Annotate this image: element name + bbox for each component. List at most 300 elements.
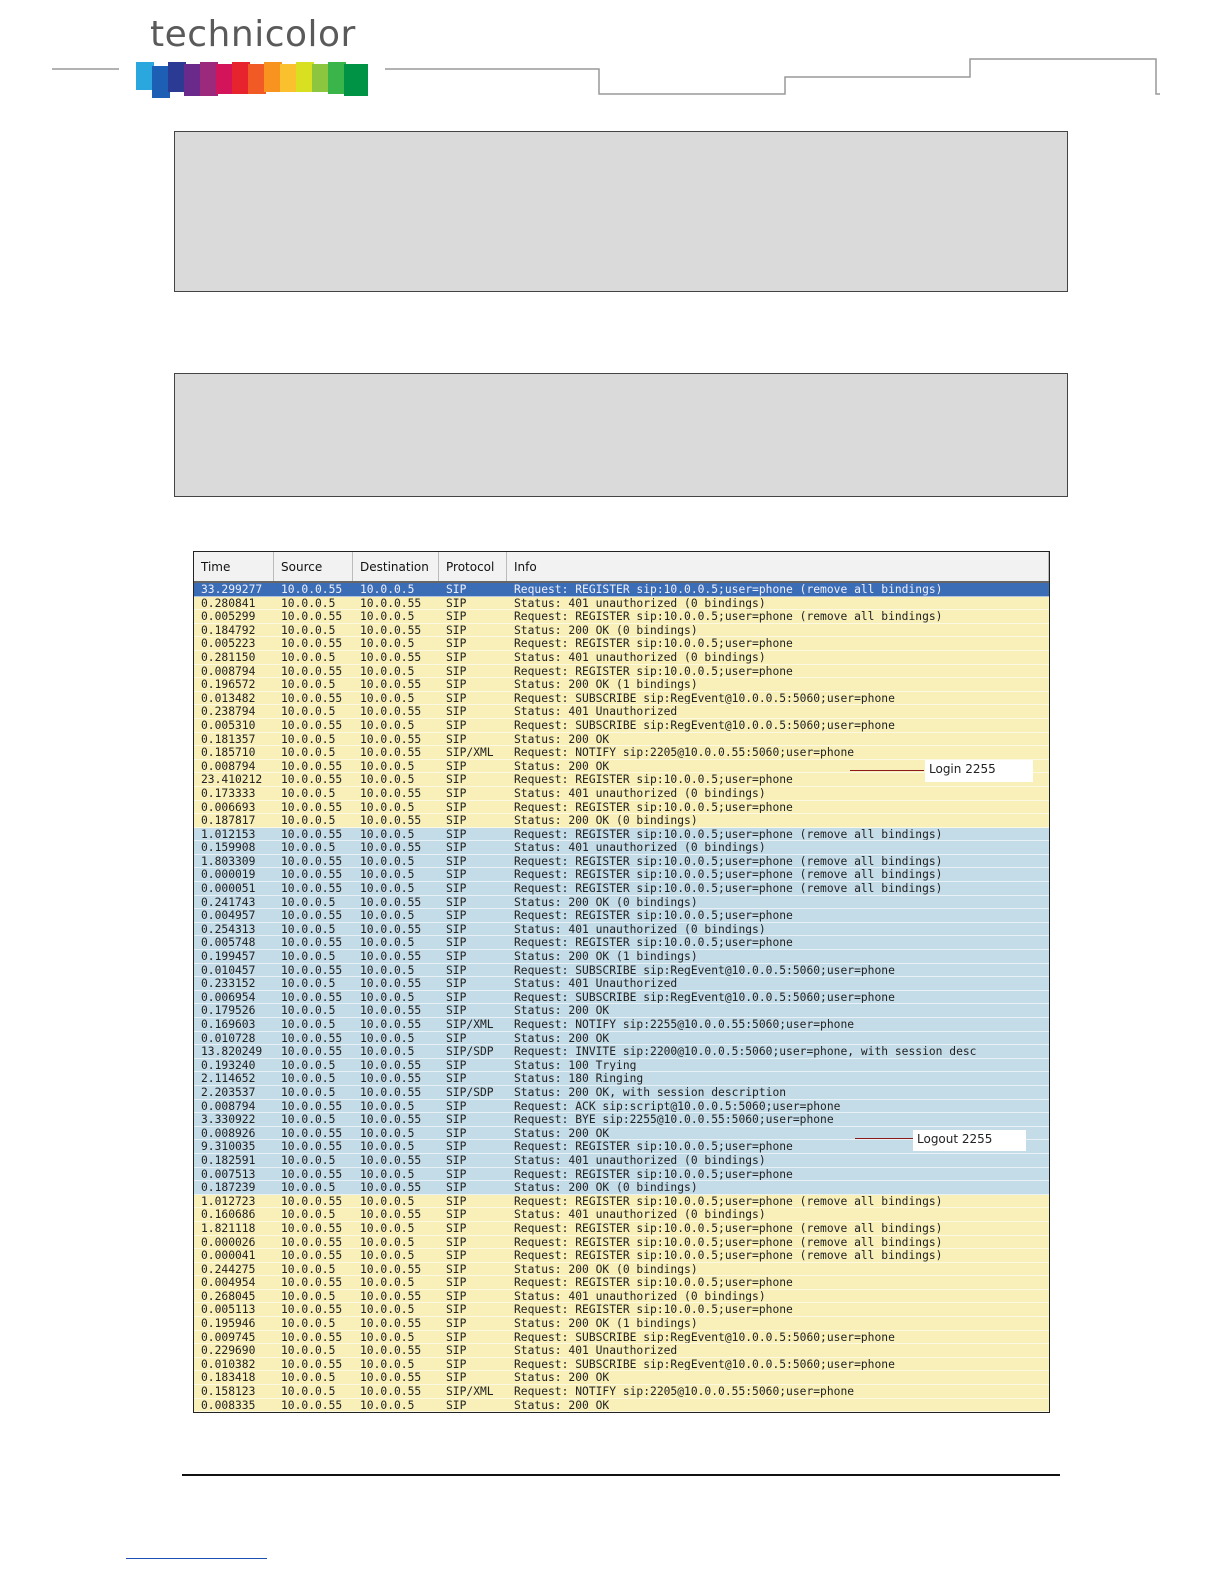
info-cell: Request: REGISTER sip:10.0.0.5;user=phone (remove all bindings) [514, 1235, 943, 1249]
time-cell: 0.169603 [201, 1018, 256, 1031]
time-cell: 0.241743 [201, 895, 256, 909]
source-cell: 10.0.0.55 [281, 1249, 343, 1262]
protocol-cell: SIP [446, 977, 467, 990]
info-cell: Request: REGISTER sip:10.0.0.5;user=phone [514, 800, 793, 814]
packet-list [194, 583, 1049, 1412]
gray-text-box-2 [174, 373, 1068, 497]
time-cell: 0.159908 [201, 841, 256, 854]
table-row[interactable] [194, 787, 1049, 801]
logout-annotation-line [855, 1138, 917, 1139]
source-cell: 10.0.0.5 [281, 1113, 336, 1126]
protocol-cell: SIP [446, 1113, 467, 1126]
protocol-cell: SIP [446, 637, 467, 650]
source-cell: 10.0.0.55 [281, 1221, 343, 1235]
protocol-cell: SIP [446, 1004, 467, 1017]
protocol-cell: SIP [446, 882, 467, 895]
info-cell: Request: REGISTER sip:10.0.0.5;user=phone [514, 1303, 793, 1317]
header-decorative-lines [0, 0, 1224, 110]
time-cell: 3.330922 [201, 1113, 256, 1126]
time-cell: 23.410212 [201, 773, 263, 786]
destination-cell: 10.0.0.5 [360, 1167, 415, 1181]
protocol-cell: SIP [446, 718, 467, 732]
table-row[interactable] [194, 1154, 1049, 1168]
info-cell: Status: 200 OK (1 bindings) [514, 1317, 698, 1330]
table-row[interactable] [194, 773, 1049, 787]
source-cell: 10.0.0.55 [281, 718, 343, 732]
column-header-info[interactable]: Info [507, 552, 1049, 581]
destination-cell: 10.0.0.5 [360, 909, 415, 922]
time-cell: 13.820249 [201, 1045, 263, 1058]
source-cell: 10.0.0.55 [281, 610, 343, 623]
table-row[interactable] [194, 1385, 1049, 1399]
table-row[interactable] [194, 1113, 1049, 1127]
info-cell: Request: REGISTER sip:10.0.0.5;user=phone [514, 909, 793, 922]
table-row[interactable] [194, 624, 1049, 638]
source-cell: 10.0.0.55 [281, 1140, 343, 1153]
protocol-cell: SIP [446, 963, 467, 977]
table-row[interactable] [194, 1072, 1049, 1086]
time-cell: 2.203537 [201, 1085, 256, 1099]
table-row[interactable] [194, 1168, 1049, 1182]
table-row[interactable] [194, 936, 1049, 950]
table-row[interactable] [194, 841, 1049, 855]
protocol-cell: SIP [446, 1289, 467, 1303]
time-cell: 0.233152 [201, 977, 256, 990]
destination-cell: 10.0.0.55 [360, 1072, 422, 1085]
destination-cell: 10.0.0.5 [360, 868, 415, 882]
time-cell: 0.193240 [201, 1058, 256, 1072]
destination-cell: 10.0.0.55 [360, 1153, 422, 1167]
source-cell: 10.0.0.55 [281, 936, 343, 950]
brand-logo-text: technicolor [150, 14, 356, 55]
info-cell: Request: REGISTER sip:10.0.0.5;user=phone [514, 936, 793, 950]
destination-cell: 10.0.0.5 [360, 936, 415, 950]
source-cell: 10.0.0.55 [281, 773, 343, 786]
table-row[interactable] [194, 977, 1049, 991]
time-cell: 0.183418 [201, 1371, 256, 1385]
info-cell: Status: 401 Unauthorized [514, 977, 678, 990]
destination-cell: 10.0.0.55 [360, 678, 422, 691]
protocol-cell: SIP [446, 1140, 467, 1153]
info-cell: Request: REGISTER sip:10.0.0.5;user=phone [514, 1276, 793, 1289]
destination-cell: 10.0.0.55 [360, 1289, 422, 1303]
info-cell: Status: 200 OK (0 bindings) [514, 895, 698, 909]
time-cell: 0.007513 [201, 1167, 256, 1181]
table-row[interactable] [194, 1236, 1049, 1250]
protocol-cell: SIP [446, 936, 467, 950]
info-cell: Request: SUBSCRIBE sip:RegEvent@10.0.0.5:5060;user=phone [514, 1330, 895, 1344]
destination-cell: 10.0.0.5 [360, 691, 415, 705]
destination-cell: 10.0.0.55 [360, 841, 422, 854]
destination-cell: 10.0.0.5 [360, 664, 415, 678]
destination-cell: 10.0.0.5 [360, 1099, 415, 1113]
protocol-cell: SIP [446, 1194, 467, 1208]
source-cell: 10.0.0.5 [281, 1289, 336, 1303]
time-cell: 1.012153 [201, 827, 256, 841]
time-cell: 0.195946 [201, 1317, 256, 1330]
info-cell: Status: 200 OK (0 bindings) [514, 814, 698, 827]
table-row[interactable] [194, 1222, 1049, 1236]
info-cell: Status: 401 unauthorized (0 bindings) [514, 841, 766, 854]
destination-cell: 10.0.0.5 [360, 1045, 415, 1058]
time-cell: 0.008926 [201, 1126, 256, 1140]
source-cell: 10.0.0.5 [281, 922, 336, 936]
table-row[interactable] [194, 923, 1049, 937]
info-cell: Request: REGISTER sip:10.0.0.5;user=phone (remove all bindings) [514, 610, 943, 623]
info-cell: Status: 401 unauthorized (0 bindings) [514, 786, 766, 800]
table-row[interactable] [194, 1018, 1049, 1032]
time-cell: 0.182591 [201, 1153, 256, 1167]
time-cell: 0.187817 [201, 814, 256, 827]
time-cell: 0.187239 [201, 1181, 256, 1194]
source-cell: 10.0.0.5 [281, 1262, 336, 1276]
destination-cell: 10.0.0.5 [360, 882, 415, 895]
protocol-cell: SIP [446, 1317, 467, 1330]
protocol-cell: SIP [446, 1371, 467, 1385]
source-cell: 10.0.0.55 [281, 963, 343, 977]
time-cell: 0.008335 [201, 1398, 256, 1412]
source-cell: 10.0.0.5 [281, 1344, 336, 1357]
source-cell: 10.0.0.5 [281, 1317, 336, 1330]
time-cell: 0.008794 [201, 664, 256, 678]
protocol-cell: SIP [446, 1262, 467, 1276]
destination-cell: 10.0.0.55 [360, 746, 422, 759]
table-row[interactable] [194, 1290, 1049, 1304]
table-row[interactable] [194, 1195, 1049, 1209]
destination-cell: 10.0.0.55 [360, 1004, 422, 1017]
source-cell: 10.0.0.55 [281, 868, 343, 882]
source-cell: 10.0.0.55 [281, 1167, 343, 1181]
time-cell: 0.000051 [201, 882, 256, 895]
time-cell: 0.005299 [201, 610, 256, 623]
info-cell: Status: 200 OK (0 bindings) [514, 1262, 698, 1276]
info-cell: Request: REGISTER sip:10.0.0.5;user=phone (remove all bindings) [514, 868, 943, 882]
protocol-cell: SIP [446, 650, 467, 664]
protocol-cell: SIP [446, 895, 467, 909]
protocol-cell: SIP [446, 1099, 467, 1113]
source-cell: 10.0.0.5 [281, 1153, 336, 1167]
protocol-cell: SIP [446, 1031, 467, 1045]
table-row[interactable] [194, 855, 1049, 869]
protocol-cell: SIP [446, 1330, 467, 1344]
source-cell: 10.0.0.5 [281, 1371, 336, 1385]
info-cell: Status: 200 OK [514, 1004, 610, 1017]
table-row[interactable] [194, 950, 1049, 964]
destination-cell: 10.0.0.5 [360, 963, 415, 977]
protocol-cell: SIP [446, 800, 467, 814]
table-row[interactable] [194, 597, 1049, 611]
protocol-cell: SIP [446, 732, 467, 746]
protocol-cell: SIP [446, 1058, 467, 1072]
protocol-cell: SIP [446, 623, 467, 637]
column-header-destination[interactable]: Destination [353, 552, 439, 581]
destination-cell: 10.0.0.55 [360, 786, 422, 800]
table-row[interactable] [194, 896, 1049, 910]
protocol-cell: SIP/SDP [446, 1045, 494, 1058]
packet-capture-screenshot [193, 551, 1050, 1413]
time-cell: 0.005310 [201, 718, 256, 732]
destination-cell: 10.0.0.5 [360, 637, 415, 650]
protocol-cell: SIP [446, 922, 467, 936]
table-row[interactable] [194, 868, 1049, 882]
table-row[interactable] [194, 1317, 1049, 1331]
table-row[interactable] [194, 1208, 1049, 1222]
source-cell: 10.0.0.5 [281, 678, 336, 691]
destination-cell: 10.0.0.5 [360, 1221, 415, 1235]
table-row[interactable] [194, 651, 1049, 665]
time-cell: 0.006693 [201, 800, 256, 814]
time-cell: 0.179526 [201, 1004, 256, 1017]
protocol-cell: SIP [446, 950, 467, 963]
protocol-cell: SIP [446, 1208, 467, 1221]
destination-cell: 10.0.0.55 [360, 623, 422, 637]
source-cell: 10.0.0.55 [281, 1303, 343, 1317]
info-cell: Status: 200 OK [514, 1398, 610, 1412]
time-cell: 0.229690 [201, 1344, 256, 1357]
time-cell: 0.254313 [201, 922, 256, 936]
protocol-cell: SIP/XML [446, 1018, 494, 1031]
source-cell: 10.0.0.5 [281, 841, 336, 854]
source-cell: 10.0.0.5 [281, 786, 336, 800]
protocol-cell: SIP [446, 759, 467, 773]
info-cell: Status: 401 unauthorized (0 bindings) [514, 1289, 766, 1303]
table-row[interactable] [194, 665, 1049, 679]
protocol-cell: SIP [446, 1126, 467, 1140]
info-cell: Status: 401 unauthorized (0 bindings) [514, 922, 766, 936]
destination-cell: 10.0.0.55 [360, 705, 422, 718]
source-cell: 10.0.0.55 [281, 854, 343, 868]
protocol-cell: SIP [446, 1398, 467, 1412]
destination-cell: 10.0.0.55 [360, 1018, 422, 1031]
logout-annotation: Logout 2255 [913, 1130, 1026, 1151]
time-cell: 0.181357 [201, 732, 256, 746]
time-cell: 0.010728 [201, 1031, 256, 1045]
info-cell: Status: 200 OK, with session description [514, 1085, 787, 1099]
info-cell: Request: REGISTER sip:10.0.0.5;user=phone (remove all bindings) [514, 827, 943, 841]
time-cell: 0.004954 [201, 1276, 256, 1289]
time-cell: 2.114652 [201, 1072, 256, 1085]
source-cell: 10.0.0.5 [281, 977, 336, 990]
destination-cell: 10.0.0.55 [360, 1262, 422, 1276]
table-row[interactable] [194, 1059, 1049, 1073]
table-row[interactable] [194, 882, 1049, 896]
info-cell: Request: REGISTER sip:10.0.0.5;user=phone (remove all bindings) [514, 1194, 943, 1208]
table-row[interactable] [194, 1399, 1049, 1413]
source-cell: 10.0.0.5 [281, 1072, 336, 1085]
destination-cell: 10.0.0.5 [360, 718, 415, 732]
protocol-cell: SIP [446, 868, 467, 882]
protocol-cell: SIP [446, 610, 467, 623]
info-cell: Status: 200 OK (1 bindings) [514, 678, 698, 691]
table-row[interactable] [194, 719, 1049, 733]
table-row[interactable] [194, 991, 1049, 1005]
table-row[interactable] [194, 964, 1049, 978]
source-cell: 10.0.0.5 [281, 1058, 336, 1072]
info-cell: Status: 200 OK [514, 759, 610, 773]
table-row[interactable] [194, 1331, 1049, 1345]
source-cell: 10.0.0.55 [281, 1194, 343, 1208]
source-cell: 10.0.0.5 [281, 732, 336, 746]
table-row[interactable] [194, 1045, 1049, 1059]
destination-cell: 10.0.0.55 [360, 950, 422, 963]
destination-cell: 10.0.0.5 [360, 1398, 415, 1412]
column-header-row [194, 552, 1049, 583]
destination-cell: 10.0.0.55 [360, 814, 422, 827]
destination-cell: 10.0.0.5 [360, 610, 415, 623]
login-annotation: Login 2255 [925, 760, 1033, 782]
gray-text-box-1 [174, 131, 1068, 292]
column-header-source[interactable]: Source [274, 552, 353, 581]
info-cell: Status: 401 unauthorized (0 bindings) [514, 1208, 766, 1221]
table-row[interactable] [194, 1263, 1049, 1277]
time-cell: 0.199457 [201, 950, 256, 963]
source-cell: 10.0.0.5 [281, 814, 336, 827]
info-cell: Status: 401 Unauthorized [514, 705, 678, 718]
info-cell: Request: SUBSCRIBE sip:RegEvent@10.0.0.5:5060;user=phone [514, 1357, 895, 1371]
destination-cell: 10.0.0.55 [360, 1085, 422, 1099]
protocol-cell: SIP [446, 1357, 467, 1371]
destination-cell: 10.0.0.5 [360, 1276, 415, 1289]
time-cell: 0.160686 [201, 1208, 256, 1221]
info-cell: Request: REGISTER sip:10.0.0.5;user=phone (remove all bindings) [514, 1249, 943, 1262]
destination-cell: 10.0.0.55 [360, 1058, 422, 1072]
table-row[interactable] [194, 1004, 1049, 1018]
time-cell: 0.280841 [201, 596, 256, 610]
protocol-cell: SIP/XML [446, 746, 494, 759]
protocol-cell: SIP [446, 1344, 467, 1357]
time-cell: 0.004957 [201, 909, 256, 922]
source-cell: 10.0.0.55 [281, 827, 343, 841]
source-cell: 10.0.0.5 [281, 1181, 336, 1194]
column-header-time[interactable]: Time [194, 552, 274, 581]
time-cell: 0.009745 [201, 1330, 256, 1344]
source-cell: 10.0.0.55 [281, 1357, 343, 1371]
table-row[interactable] [194, 1276, 1049, 1290]
table-row[interactable] [194, 1086, 1049, 1100]
table-row[interactable] [194, 733, 1049, 747]
source-cell: 10.0.0.55 [281, 759, 343, 773]
table-row[interactable] [194, 610, 1049, 624]
info-cell: Status: 200 OK (0 bindings) [514, 1181, 698, 1194]
time-cell: 0.000026 [201, 1235, 256, 1249]
source-cell: 10.0.0.5 [281, 1085, 336, 1099]
table-row[interactable] [194, 1344, 1049, 1358]
source-cell: 10.0.0.5 [281, 950, 336, 963]
destination-cell: 10.0.0.55 [360, 1385, 422, 1398]
info-cell: Status: 200 OK (0 bindings) [514, 623, 698, 637]
protocol-cell: SIP [446, 990, 467, 1004]
protocol-cell: SIP/SDP [446, 1085, 494, 1099]
source-cell: 10.0.0.55 [281, 909, 343, 922]
protocol-cell: SIP [446, 1221, 467, 1235]
table-row[interactable] [194, 692, 1049, 706]
destination-cell: 10.0.0.55 [360, 596, 422, 610]
table-row[interactable] [194, 909, 1049, 923]
source-cell: 10.0.0.55 [281, 1276, 343, 1289]
table-row[interactable] [194, 1371, 1049, 1385]
protocol-cell: SIP [446, 1249, 467, 1262]
info-cell: Status: 200 OK [514, 1031, 610, 1045]
source-cell: 10.0.0.5 [281, 1018, 336, 1031]
footer-link-underline[interactable] [126, 1558, 267, 1559]
info-cell: Request: REGISTER sip:10.0.0.5;user=phone [514, 664, 793, 678]
info-cell: Status: 401 unauthorized (0 bindings) [514, 596, 766, 610]
table-row[interactable] [194, 1100, 1049, 1114]
destination-cell: 10.0.0.55 [360, 732, 422, 746]
destination-cell: 10.0.0.55 [360, 650, 422, 664]
time-cell: 33.299277 [201, 583, 263, 596]
info-cell: Status: 401 Unauthorized [514, 1344, 678, 1357]
destination-cell: 10.0.0.5 [360, 773, 415, 786]
source-cell: 10.0.0.5 [281, 746, 336, 759]
info-cell: Request: NOTIFY sip:2255@10.0.0.55:5060;user=phone [514, 1018, 855, 1031]
table-row[interactable] [194, 760, 1049, 774]
info-cell: Status: 100 Trying [514, 1058, 637, 1072]
table-row[interactable] [194, 583, 1049, 597]
destination-cell: 10.0.0.55 [360, 895, 422, 909]
destination-cell: 10.0.0.55 [360, 1181, 422, 1194]
source-cell: 10.0.0.5 [281, 1004, 336, 1017]
info-cell: Request: SUBSCRIBE sip:RegEvent@10.0.0.5:5060;user=phone [514, 718, 895, 732]
protocol-cell: SIP [446, 1181, 467, 1194]
protocol-cell: SIP [446, 841, 467, 854]
info-cell: Request: INVITE sip:2200@10.0.0.5:5060;user=phone, with session desc [514, 1045, 977, 1058]
table-row[interactable] [194, 1249, 1049, 1263]
table-row[interactable] [194, 1303, 1049, 1317]
info-cell: Status: 200 OK [514, 732, 610, 746]
time-cell: 9.310035 [201, 1140, 256, 1153]
table-row[interactable] [194, 678, 1049, 692]
protocol-cell: SIP [446, 773, 467, 786]
table-row[interactable] [194, 814, 1049, 828]
info-cell: Request: BYE sip:2255@10.0.0.55:5060;user=phone [514, 1113, 834, 1126]
source-cell: 10.0.0.55 [281, 1330, 343, 1344]
destination-cell: 10.0.0.5 [360, 583, 415, 596]
source-cell: 10.0.0.55 [281, 691, 343, 705]
destination-cell: 10.0.0.5 [360, 800, 415, 814]
table-row[interactable] [194, 1181, 1049, 1195]
info-cell: Status: 180 Ringing [514, 1072, 644, 1085]
time-cell: 0.013482 [201, 691, 256, 705]
info-cell: Request: REGISTER sip:10.0.0.5;user=phone [514, 637, 793, 650]
column-header-protocol[interactable]: Protocol [439, 552, 507, 581]
destination-cell: 10.0.0.5 [360, 990, 415, 1004]
table-row[interactable] [194, 1032, 1049, 1046]
source-cell: 10.0.0.55 [281, 637, 343, 650]
source-cell: 10.0.0.5 [281, 705, 336, 718]
time-cell: 0.006954 [201, 990, 256, 1004]
table-row[interactable] [194, 1358, 1049, 1372]
source-cell: 10.0.0.55 [281, 664, 343, 678]
info-cell: Request: REGISTER sip:10.0.0.5;user=phone (remove all bindings) [514, 854, 943, 868]
info-cell: Request: NOTIFY sip:2205@10.0.0.55:5060;user=phone [514, 1385, 855, 1398]
protocol-cell: SIP [446, 1303, 467, 1317]
table-row[interactable] [194, 828, 1049, 842]
protocol-cell: SIP [446, 691, 467, 705]
protocol-cell: SIP [446, 678, 467, 691]
time-cell: 0.005113 [201, 1303, 256, 1317]
info-cell: Request: ACK sip:script@10.0.0.5:5060;user=phone [514, 1099, 841, 1113]
destination-cell: 10.0.0.5 [360, 1031, 415, 1045]
destination-cell: 10.0.0.5 [360, 1235, 415, 1249]
time-cell: 0.010457 [201, 963, 256, 977]
info-cell: Request: REGISTER sip:10.0.0.5;user=phone (remove all bindings) [514, 1221, 943, 1235]
table-row[interactable] [194, 801, 1049, 815]
table-row[interactable] [194, 705, 1049, 719]
table-row[interactable] [194, 637, 1049, 651]
login-annotation-line [850, 770, 924, 771]
table-row[interactable] [194, 746, 1049, 760]
